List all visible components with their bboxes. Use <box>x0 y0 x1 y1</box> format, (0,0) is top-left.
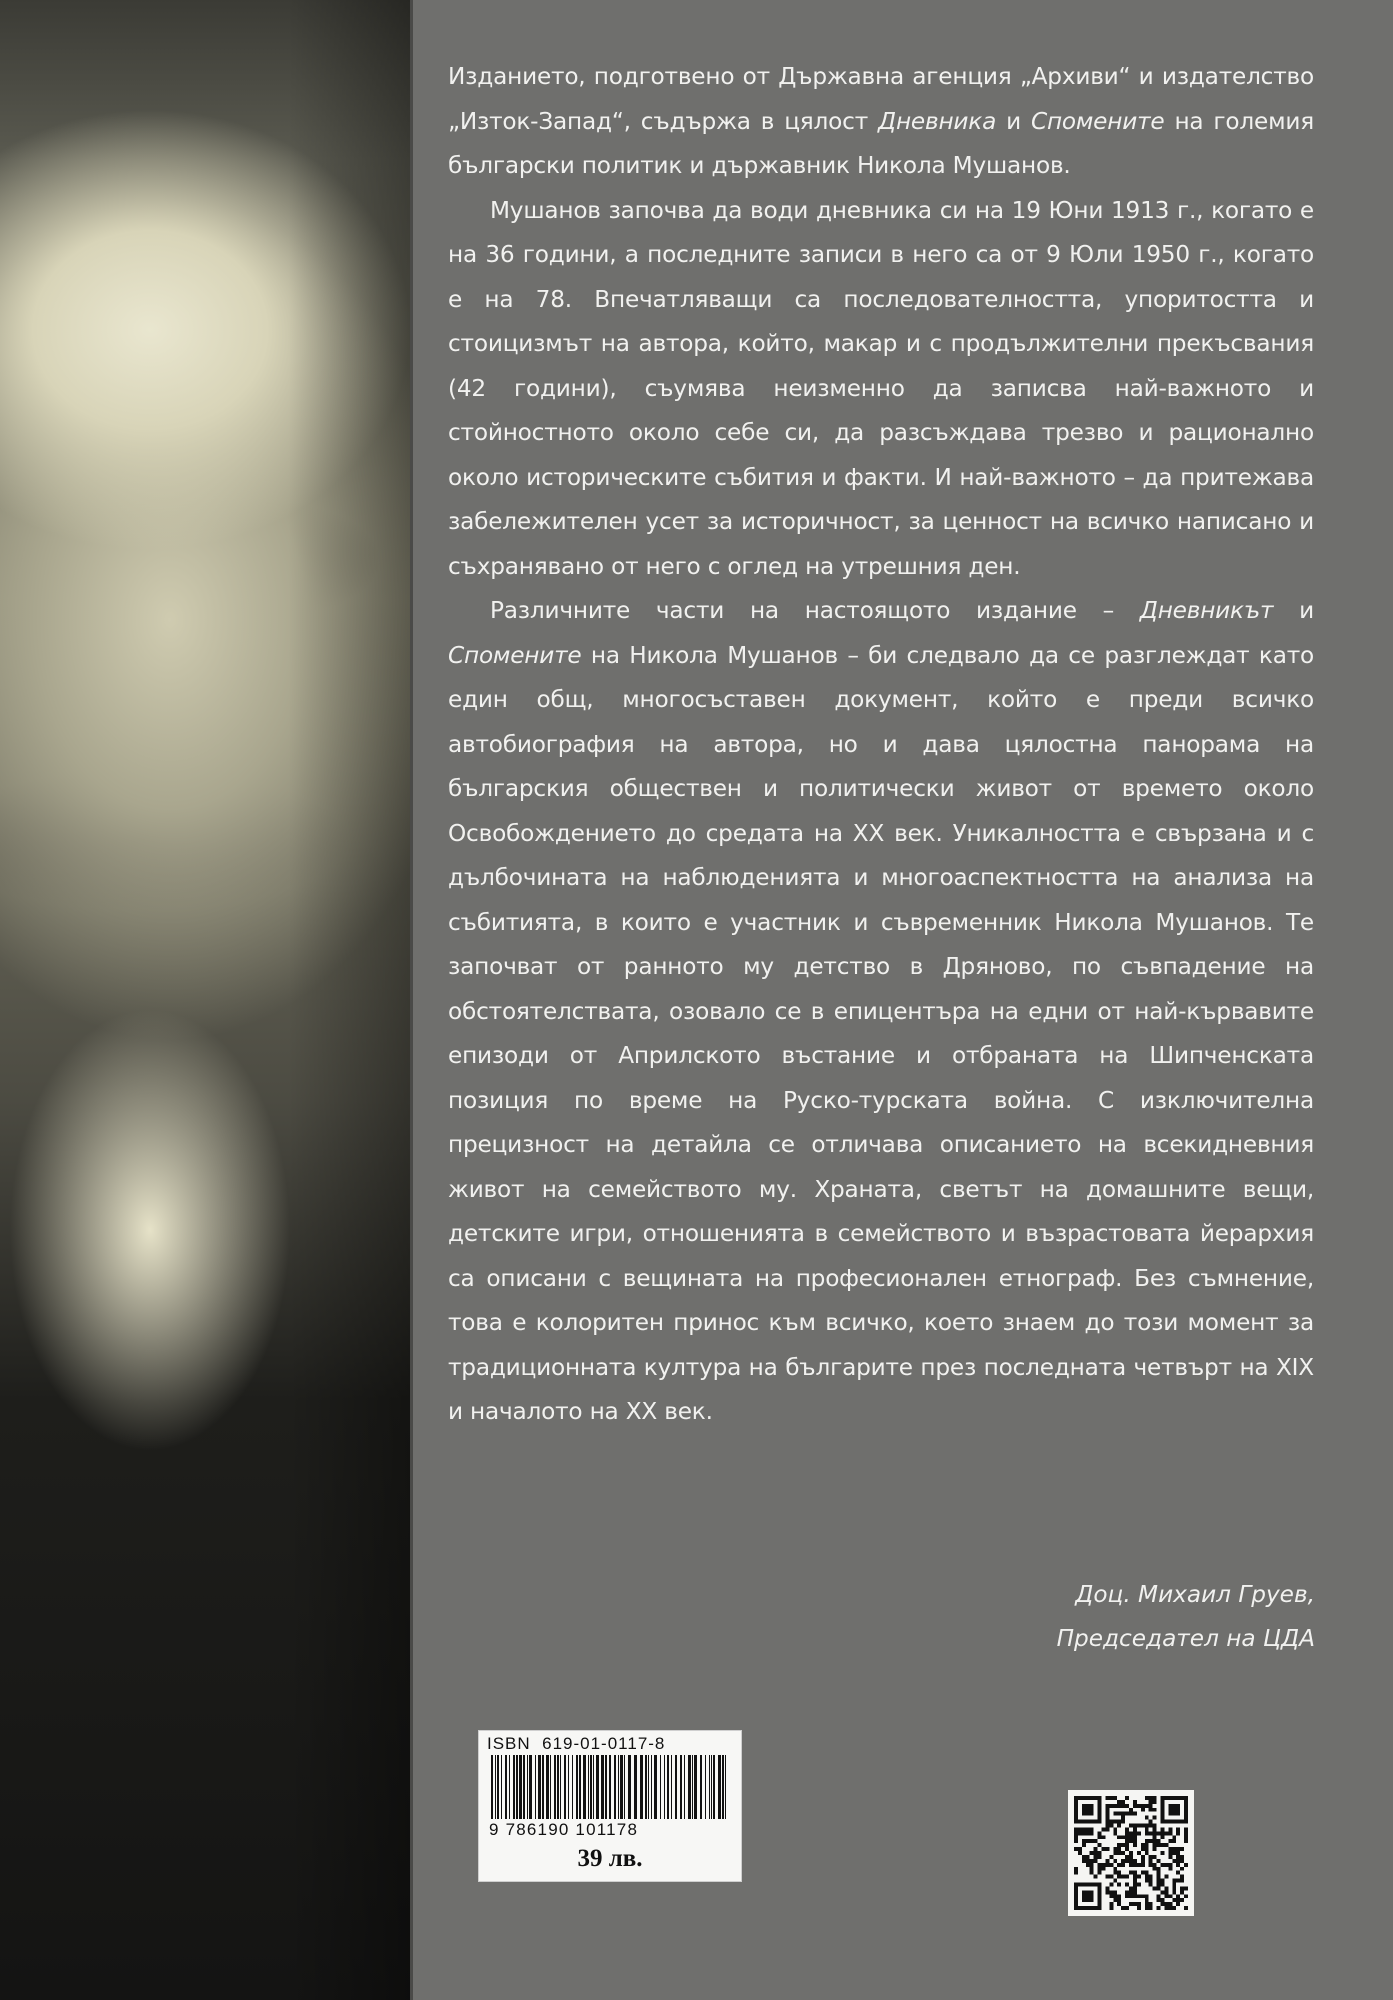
photo-divider <box>410 0 413 2000</box>
blurb-text <box>448 55 1314 1435</box>
paragraph-3 <box>448 589 1314 1435</box>
paragraph-1-part-a: Изданието, подготвено от Държавна агенция „Архиви“ и издателство „Изток-Запад“, съдържа в цялост <box>448 63 1314 135</box>
signature-title: Председател на ЦДА <box>1056 1625 1315 1652</box>
signature-name: Доц. Михаил Груев, <box>1075 1581 1315 1608</box>
paragraph-3-italic-memoirs: Спомените <box>448 641 582 669</box>
paragraph-3-part-c: и <box>1273 597 1315 624</box>
isbn-digits: 9 786190 101178 <box>489 1820 639 1839</box>
paragraph-3-italic-diary: Дневникът <box>1139 597 1274 624</box>
portrait-shade <box>0 0 412 2000</box>
barcode-icon <box>489 1755 731 1819</box>
isbn-label: ISBN 619-01-0117-8 <box>487 1734 666 1753</box>
signature-block <box>1057 1573 1315 1661</box>
paragraph-1-italic-diary: Дневника <box>878 107 997 135</box>
isbn-barcode-box <box>478 1730 742 1882</box>
paragraph-1-part-c: и <box>996 107 1031 135</box>
price-label: 39 лв. <box>577 1845 643 1872</box>
paragraph-1 <box>448 55 1314 189</box>
paragraph-1-part-e: на големия български политик и държавник Никола Мушанов. <box>448 107 1314 179</box>
paragraph-2: Мушанов започва да води дневника си на 19 Юни 1913 г., когато е на 36 години, а последните записи в него са от 9 Юли 1950 г., когато е на 78. Впечатляващи са последователността, упоритостта и стоицизмът на автора, който, макар и с продължителни прекъсвания (42 години), съумява неизменно да записва най-важното и стойностното около себе си, да разсъждава трезво и рационално около историческите събития и факти. И най-важното – да притежава забележителен усет за историчност, за ценност на всичко написано и съхранявано от него с оглед на утрешния ден. <box>448 196 1314 580</box>
paragraph-1-italic-memoirs: Спомените <box>1030 107 1165 135</box>
paragraph-3-part-e: на Никола Мушанов – би следвало да се разглеждат като един общ, многосъставен документ, който е преди всичко автобиография на автора, но и дава цялостна панорама на българския обществен и политически живот от времето около Освобождението до средата на XX век. Уникалността е свързана и с дълбочината на наблюденията и многоаспектността на анализа на събитията, в които е участник и съвременник Никола Мушанов. Те започват от ранното му детство в Дряново, по съвпадение на обстоятелствата, озовало се в епицентъра на едни от най-кървавите епизоди от Априлското въстание и отбраната на Шипченската позиция по време на Руско-турската война. С изключителна прецизност на детайла се отличава описанието на всекидневния живот на семейството му. Храната, светът на домашните вещи, детските игри, отношенията в семейството и възрастовата йерархия са описани с вещината на професионален етнограф. Без съмнение, това е колоритен принос към всичко, което знаем до този момент за традиционната култура на българите през последната четвърт на XIX и началото на XX век. <box>448 641 1314 1425</box>
paragraph-3-part-a: Различните части на настоящото издание – <box>490 597 1140 624</box>
qr-code-icon <box>1068 1790 1194 1916</box>
